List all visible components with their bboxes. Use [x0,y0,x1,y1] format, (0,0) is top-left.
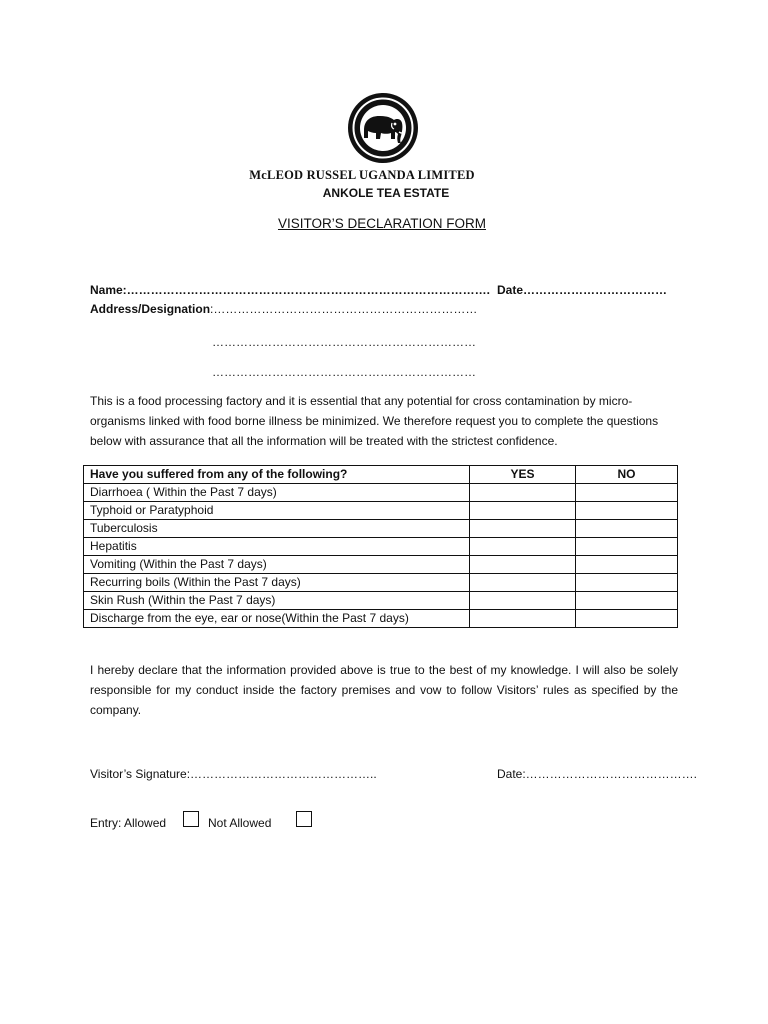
yes-cell[interactable] [470,556,576,574]
table-row [84,538,678,556]
question-cell: Skin Rush (Within the Past 7 days) [84,592,470,610]
address-dots: :………………………………………………………… [210,302,478,316]
yes-cell[interactable] [470,502,576,520]
yes-cell[interactable] [470,520,576,538]
declaration-paragraph: I hereby declare that the information provided above is true to the best of my knowledge. I will also be solely responsible for my conduct inside the factory premises and vow to follow Visitors’ rules as specified by the company. [90,663,678,717]
question-header: Have you suffered from any of the following? [84,466,470,484]
table-row [84,556,678,574]
question-cell: Discharge from the eye, ear or nose(Within the Past 7 days) [84,610,470,628]
yes-cell[interactable] [470,484,576,502]
entry-allowed-checkbox[interactable] [183,811,199,827]
no-cell[interactable] [576,538,678,556]
no-cell[interactable] [576,484,678,502]
table-row [84,520,678,538]
entry-allowed-label: Entry: Allowed [90,816,167,830]
yes-cell[interactable] [470,610,576,628]
yes-cell[interactable] [470,574,576,592]
question-cell: Hepatitis [84,538,470,556]
yes-cell[interactable] [470,538,576,556]
entry-not-allowed-checkbox[interactable] [296,811,312,827]
yes-header: YES [470,466,576,484]
signature-field[interactable]: Visitor’s Signature:……………………………………….. [90,767,377,781]
no-cell[interactable] [576,592,678,610]
table-row [84,502,678,520]
question-cell: Typhoid or Paratyphoid [84,502,470,520]
estate-name: ANKOLE TEA ESTATE [322,186,450,200]
question-cell: Recurring boils (Within the Past 7 days) [84,574,470,592]
table-row [84,484,678,502]
entry-not-allowed-label: Not Allowed [208,816,272,830]
name-field[interactable]: Name:………………………………………………………………………………. [90,283,491,297]
question-cell: Vomiting (Within the Past 7 days) [84,556,470,574]
no-header: NO [576,466,678,484]
address-label: Address/Designation [90,302,211,316]
form-title: VISITOR’S DECLARATION FORM [277,216,487,231]
address-field[interactable] [90,302,477,316]
company-name: McLEOD RUSSEL UGANDA LIMITED [249,168,475,182]
signature-date-field[interactable]: Date:……………………………………. [497,767,698,781]
date-field[interactable]: Date……………………………… [497,283,668,297]
elephant-emblem-icon [344,92,422,164]
no-cell[interactable] [576,556,678,574]
address-line-2[interactable]: ………………………………………………………… [212,335,476,349]
table-row [84,592,678,610]
address-line-3[interactable]: ………………………………………………………… [212,365,476,379]
question-cell: Tuberculosis [84,520,470,538]
no-cell[interactable] [576,574,678,592]
table-row [84,610,678,628]
company-logo [344,92,422,164]
question-cell: Diarrhoea ( Within the Past 7 days) [84,484,470,502]
intro-paragraph: This is a food processing factory and it is essential that any potential for cross contamination by micro-organisms linked with food borne illness be minimized. We therefore request you to complete the questions below with assurance that all the information will be treated with the strictest confidence. [90,394,659,448]
yes-cell[interactable] [470,592,576,610]
no-cell[interactable] [576,502,678,520]
health-questionnaire-table [83,465,678,628]
no-cell[interactable] [576,610,678,628]
table-row [84,574,678,592]
table-header-row [84,466,678,484]
no-cell[interactable] [576,520,678,538]
